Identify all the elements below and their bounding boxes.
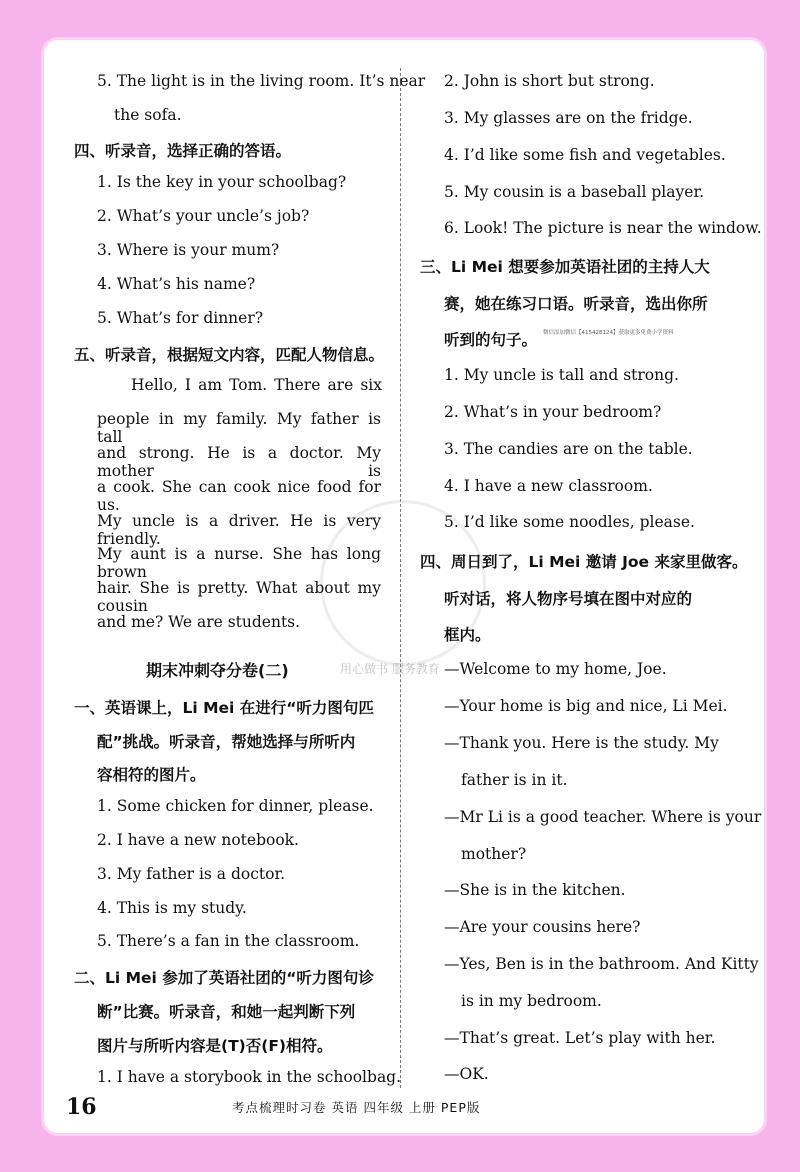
list-item: 1. Some chicken for dinner, please. (97, 797, 374, 815)
list-item: 4. This is my study. (97, 899, 247, 917)
list-item: 3. Where is your mum? (97, 241, 280, 259)
section-2-heading: 断”比赛。听录音，和她一起判断下列 (97, 1003, 356, 1021)
section-1-heading: 一、英语课上，Li Mei 在进行“听力图句匹 (74, 699, 374, 717)
dialog-line: —Welcome to my home, Joe. (444, 660, 667, 678)
section-2-heading: 图片与所听内容是(T)否(F)相符。 (97, 1037, 333, 1055)
list-item: 4. I’d like some fish and vegetables. (444, 146, 726, 164)
dialog-line: —OK. (444, 1065, 489, 1083)
dialog-line: —Are your cousins here? (444, 918, 641, 936)
paragraph-line: and me? We are students. (97, 613, 301, 631)
section-1-heading: 容相符的图片。 (97, 766, 206, 784)
dialog-line: is in my bedroom. (461, 992, 602, 1010)
list-item: 3. My glasses are on the fridge. (444, 109, 693, 127)
column-divider (400, 68, 401, 1088)
section-4-heading: 框内。 (444, 626, 491, 644)
list-item: 5. There’s a fan in the classroom. (97, 932, 360, 950)
section-4-heading: 四、听录音，选择正确的答语。 (74, 142, 292, 160)
dialog-line: —Thank you. Here is the study. My (444, 734, 719, 752)
paragraph-line: Hello, I am Tom. There are six (131, 376, 382, 394)
paragraph-line: people in my family. My father is tall (97, 410, 381, 446)
page-number: 16 (66, 1094, 97, 1120)
footer-info: 考点梳理时习卷 英语 四年级 上册 PEP版 (232, 1100, 481, 1115)
list-item: 3. The candies are on the table. (444, 440, 693, 458)
dialog-line: —Your home is big and nice, Li Mei. (444, 697, 728, 715)
section-4-heading: 听对话，将人物序号填在图中对应的 (444, 590, 693, 608)
paragraph-line: hair. She is pretty. What about my cousin (97, 579, 381, 615)
dialog-line: —Yes, Ben is in the bathroom. And Kitty (444, 955, 759, 973)
section-5-heading: 五、听录音，根据短文内容，匹配人物信息。 (74, 346, 385, 364)
list-item: 2. John is short but strong. (444, 72, 655, 90)
section-1-heading: 配”挑战。听录音，帮她选择与所听内 (97, 733, 356, 751)
list-item: 4. I have a new classroom. (444, 477, 653, 495)
list-item: 2. What’s your uncle’s job? (97, 207, 310, 225)
dialog-line: —She is in the kitchen. (444, 881, 626, 899)
list-item: 1. I have a storybook in the schoolbag. (97, 1068, 402, 1086)
list-item: 1. My uncle is tall and strong. (444, 366, 679, 384)
list-item: 4. What’s his name? (97, 275, 256, 293)
paragraph-line: a cook. She can cook nice food for us. (97, 478, 381, 514)
wechat-note: 微信添加微信【415428124】获取更多免费小学资料 (543, 330, 674, 336)
paragraph-line: My uncle is a driver. He is very friendly. (97, 512, 381, 548)
dialog-line: father is in it. (461, 771, 568, 789)
dialog-line: —That’s great. Let’s play with her. (444, 1029, 716, 1047)
list-item: 5. I’d like some noodles, please. (444, 513, 695, 531)
text-line: 5. The light is in the living room. It’s near (97, 72, 426, 90)
section-2-heading: 二、Li Mei 参加了英语社团的“听力图句诊 (74, 969, 374, 987)
list-item: 6. Look! The picture is near the window. (444, 219, 762, 237)
section-3-heading: 三、Li Mei 想要参加英语社团的主持人大 (420, 258, 710, 276)
section-4-heading: 四、周日到了，Li Mei 邀请 Joe 来家里做客。 (420, 553, 748, 571)
list-item: 2. I have a new notebook. (97, 831, 299, 849)
list-item: 2. What’s in your bedroom? (444, 403, 662, 421)
list-item: 3. My father is a doctor. (97, 865, 286, 883)
test-title: 期末冲刺夺分卷(二) (146, 661, 289, 680)
list-item: 5. What’s for dinner? (97, 309, 264, 327)
text-line: the sofa. (114, 106, 182, 124)
section-3-heading: 赛，她在练习口语。听录音，选出你所 (444, 295, 708, 313)
paragraph-line: My aunt is a nurse. She has long brown (97, 545, 381, 581)
list-item: 5. My cousin is a baseball player. (444, 183, 705, 201)
watermark-text: 用心做书 服务教育 (340, 662, 440, 676)
list-item: 1. Is the key in your schoolbag? (97, 173, 347, 191)
dialog-line: mother? (461, 845, 527, 863)
dialog-line: —Mr Li is a good teacher. Where is your (444, 808, 762, 826)
section-3-heading: 听到的句子。 (444, 331, 538, 349)
paragraph-line: and strong. He is a doctor. My mother is (97, 444, 381, 480)
